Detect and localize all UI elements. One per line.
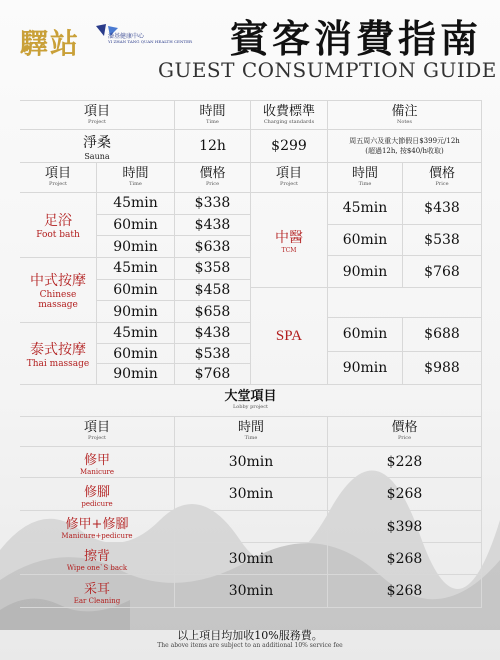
lobby-row-name [20,447,175,478]
sauna-time: 12h [175,130,251,163]
header-label: 時間 [199,103,226,119]
service-name-cn: SPA [275,327,303,344]
service-name-en: TCM [281,246,297,254]
lobby-header-price [328,417,482,447]
massage-header-time-right [328,163,403,193]
service-name-cn: 泰式按摩 [30,341,86,358]
lobby-price: $268 [328,575,482,608]
price-cell: $638 [175,236,251,258]
header-label: 時間 [351,166,378,181]
lobby-name-cn: 采耳 [83,581,110,597]
service-fee-note-en: The above items are subject to an additional 10% service fee [157,642,343,649]
sauna-note-line1: 周五周六及重大節假日$399元/12h [349,137,460,145]
time-cell: 90min [97,364,175,385]
time-cell: 60min [328,318,403,352]
price-cell: $338 [175,193,251,215]
service-fee-note-cn: 以上項目均加收10%服務費。 [177,629,323,642]
header-label-en: Charging standards [263,118,315,125]
lobby-price: $228 [328,447,482,478]
time-cell: 90min [97,301,175,323]
time-cell: 60min [97,344,175,365]
time-cell: 60min [97,280,175,302]
lobby-name-en: Ear Cleaning [73,596,121,605]
service-name-cn: 中式按摩 [30,273,86,289]
price-cell: $538 [175,344,251,365]
header-label: 備注 [391,103,418,119]
time-cell: 60min [97,215,175,237]
header-label: 時間 [237,420,264,435]
header-label-en: Time [244,435,258,441]
sauna-note-line2: (超過12h, 按$40/h收取) [365,147,444,155]
service-foot-bath [20,193,97,258]
service-name-cn: 中醫 [275,229,303,246]
lobby-time: 30min [175,478,328,511]
lobby-row-name [20,511,175,543]
time-cell: 45min [97,323,175,344]
lobby-time: 30min [175,543,328,575]
price-cell: $538 [403,225,482,257]
price-cell: $768 [403,256,482,288]
price-cell: $438 [403,193,482,225]
header-label-en: Price [397,435,412,441]
lobby-name-en: pedicure [81,499,113,508]
time-cell: 60min [328,225,403,257]
price-cell: $438 [175,323,251,344]
massage-header-project [20,163,97,193]
service-name-en: Thai massage [26,358,90,369]
massage-header-time [97,163,175,193]
header-label-en: Time [206,118,219,125]
header-label-en: Price [435,181,449,187]
lobby-header-time [175,417,328,447]
header-label: 價格 [428,166,455,181]
header-label: 項目 [275,166,302,181]
lobby-name-cn: 修甲 [83,452,110,468]
header-label: 項目 [44,166,71,181]
service-name-en: Foot bath [36,230,80,240]
price-cell: $688 [403,318,482,352]
header-label-en: Time [358,181,372,187]
sauna-price: $299 [251,130,328,163]
sauna-name-en: Sauna [84,151,110,161]
lobby-name-cn: 修甲+修腳 [65,517,129,532]
header-label-en: Project [279,181,299,187]
lobby-price: $268 [328,543,482,575]
header-label-en: Time [129,181,142,187]
lobby-time: 30min [175,575,328,608]
header-label: 收費標準 [262,103,315,119]
lobby-time: 30min [175,447,328,478]
time-cell: 45min [97,193,175,215]
lobby-title-cn: 大堂項目 [224,389,277,404]
col-header-project [20,100,175,130]
service-thai-massage [20,323,97,385]
price-cell: $458 [175,280,251,302]
service-tcm [251,193,328,288]
time-cell: 90min [97,236,175,258]
sauna-note [328,130,482,163]
header-label-en: Project [48,181,68,187]
header-label: 價格 [199,166,226,181]
sauna-name [20,130,175,163]
page-title-en: GUEST CONSUMPTION GUIDE [158,58,497,82]
time-cell: 45min [328,193,403,225]
service-chinese-massage [20,258,97,323]
lobby-row-name [20,478,175,511]
lobby-time [175,511,328,543]
lobby-name-cn: 修腳 [83,484,110,500]
lobby-name-en: Manicure+pedicure [61,532,133,540]
logo-name-cn: 潘基健康中心 [108,33,145,40]
lobby-price: $398 [328,511,482,543]
price-cell: $438 [175,215,251,237]
header-label: 項目 [83,420,110,435]
page-title-cn: 賓客消費指南 [230,16,483,61]
price-cell: $988 [403,352,482,386]
price-cell: $768 [175,364,251,385]
lobby-row-name [20,575,175,608]
service-name-en: Chinese massage [38,290,78,310]
service-name-cn: 足浴 [44,213,72,229]
lobby-name-cn: 擦背 [83,549,110,564]
lobby-row-name [20,543,175,575]
price-cell: $358 [175,258,251,280]
col-header-notes [328,100,482,130]
massage-header-project-right [251,163,328,193]
header-label-en: Notes [397,118,412,125]
lobby-name-en: Manicure [79,467,114,476]
col-header-charge [251,100,328,130]
lobby-title [20,385,482,417]
logo-text: 驛站 [20,27,81,60]
header-label-en: Price [205,181,220,187]
header-label: 價格 [391,420,418,435]
massage-header-price-right [403,163,482,193]
sauna-name-cn: 淨桑 [83,134,111,151]
time-cell: 90min [328,256,403,288]
lobby-name-en: Wipe one`S back [66,564,128,572]
header-label-en: Project [87,435,107,441]
header-label: 時間 [122,166,149,181]
header-label: 項目 [83,103,110,119]
col-header-time [175,100,251,130]
spa-spacer [328,288,482,318]
header-label-en: Project [87,118,107,125]
service-spa [251,288,328,385]
logo-name-en: YI ZHAN TANG QUAN HEALTH CENTER [108,39,193,44]
lobby-title-en: Lobby project [232,404,269,410]
lobby-price: $268 [328,478,482,511]
price-cell: $658 [175,301,251,323]
header [0,0,500,92]
lobby-header-project [20,417,175,447]
time-cell: 90min [328,352,403,386]
time-cell: 45min [97,258,175,280]
massage-header-price [175,163,251,193]
